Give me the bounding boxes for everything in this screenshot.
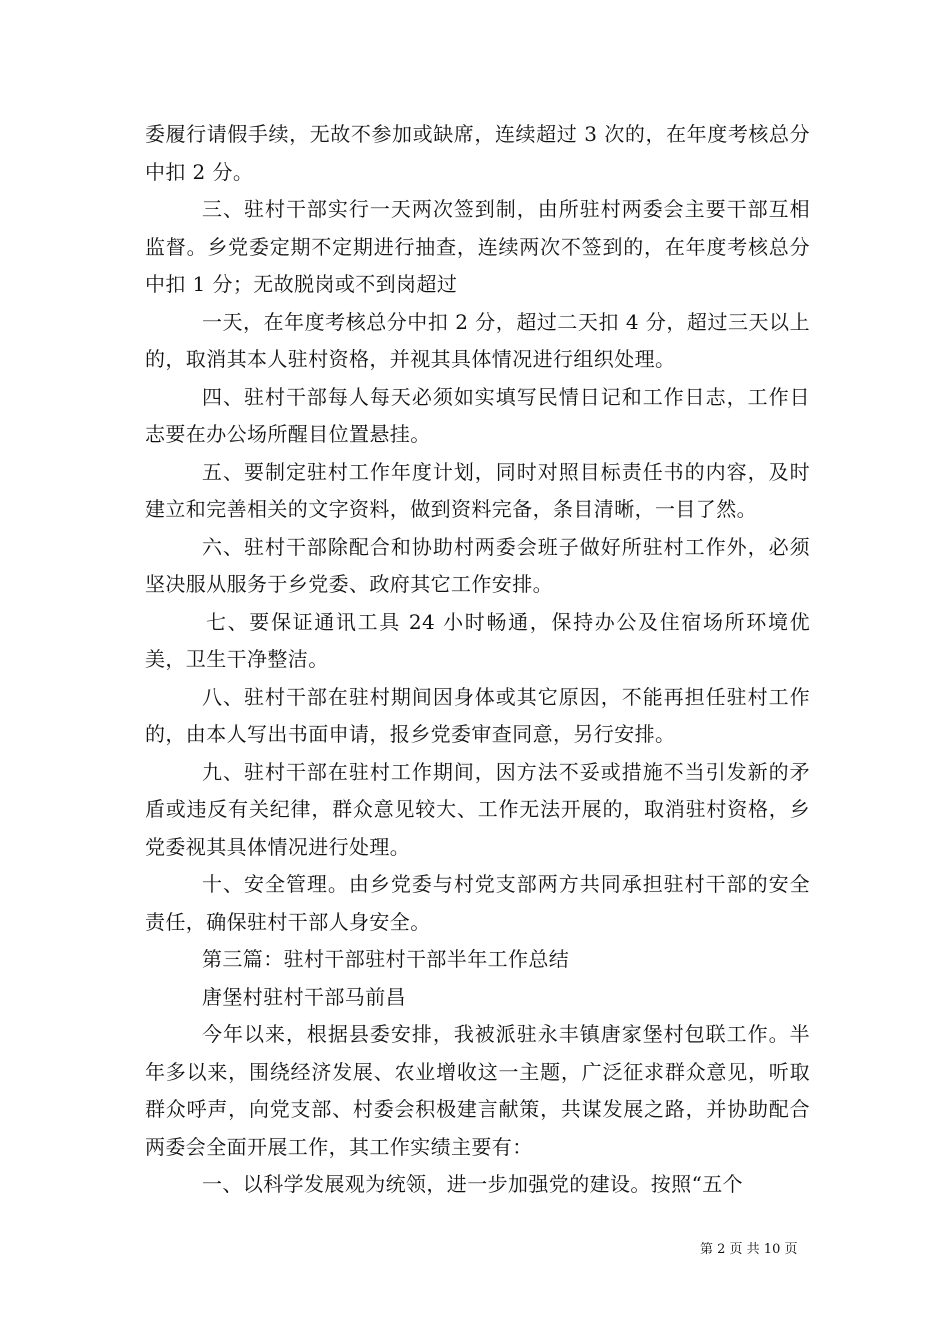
paragraph-summary-item-1: 一、以科学发展观为统领，进一步加强党的建设。按照“五个: [202, 1172, 744, 1196]
section-heading: 第三篇：驻村干部驻村干部半年工作总结: [202, 947, 570, 971]
paragraph-item-6: 六、驻村干部除配合和协助村两委会班子做好所驻村工作外，必须坚决服从服务于乡党委、政府其它工作安排。: [145, 534, 810, 596]
paragraph-continuation: 委履行请假手续，无故不参加或缺席，连续超过 3 次的，在年度考核总分中扣 2 分。: [145, 122, 810, 184]
paragraph-item-3: 三、驻村干部实行一天两次签到制，由所驻村两委会主要干部互相监督。乡党委定期不定期进行抽查，连续两次不签到的，在年度考核总分中扣 1 分；无故脱岗或不到岗超过: [145, 197, 810, 296]
document-body: [145, 116, 810, 1204]
paragraph-item-9: 九、驻村干部在驻村工作期间，因方法不妥或措施不当引发新的矛盾或违反有关纪律，群众意见较大、工作无法开展的，取消驻村资格，乡党委视其具体情况进行处理。: [145, 759, 810, 859]
paragraph-item-8: 八、驻村干部在驻村期间因身体或其它原因，不能再担任驻村工作的，由本人写出书面申请，报乡党委审查同意，另行安排。: [145, 684, 810, 746]
author-line: 唐堡村驻村干部马前昌: [202, 984, 406, 1009]
paragraph-item-5: 五、要制定驻村工作年度计划，同时对照目标责任书的内容，及时建立和完善相关的文字资料，做到资料完备，条目清晰，一目了然。: [145, 459, 810, 521]
paragraph-item-4: 四、驻村干部每人每天必须如实填写民情日记和工作日志，工作日志要在办公场所醒目位置悬挂。: [145, 384, 810, 446]
paragraph-item-7: 七、要保证通讯工具 24 小时畅通，保持办公及住宿场所环境优美，卫生干净整洁。: [145, 609, 810, 671]
page-number-footer: 第 2 页 共 10 页: [700, 1242, 798, 1257]
paragraph-summary-intro: 今年以来，根据县委安排，我被派驻永丰镇唐家堡村包联工作。半年多以来，围绕经济发展、农业增收这一主题，广泛征求群众意见，听取群众呼声，向党支部、村委会积极建言献策，共谋发展之路，并协助配合两委会全面开展工作，其工作实绩主要有：: [145, 1022, 810, 1159]
paragraph-item-10: 十、安全管理。由乡党委与村党支部两方共同承担驻村干部的安全责任，确保驻村干部人身安全。: [145, 872, 810, 934]
paragraph-item-3-continued: 一天，在年度考核总分中扣 2 分，超过二天扣 4 分，超过三天以上的，取消其本人驻村资格，并视其具体情况进行组织处理。: [145, 309, 810, 371]
